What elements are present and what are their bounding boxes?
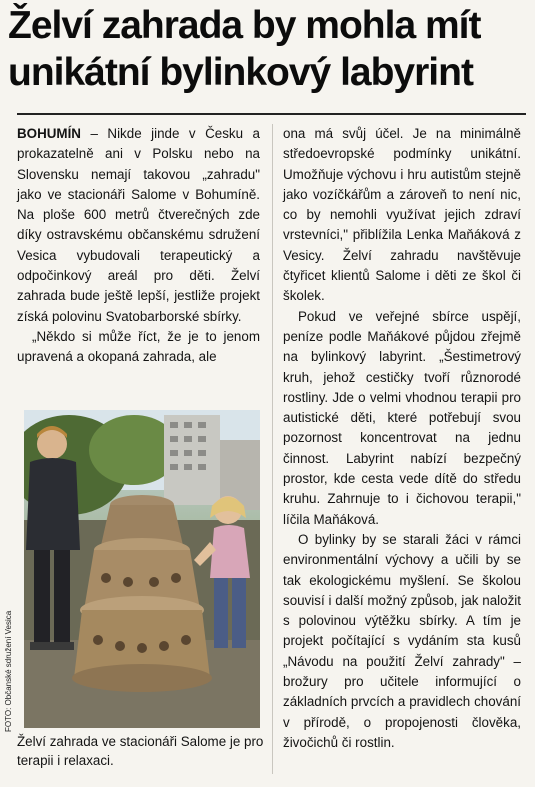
photo-illustration	[24, 410, 260, 728]
paragraph-1-text: – Nikde jinde v Česku a prokazatelně ani v Polsku nebo na Slovensku nemají takovou „zahradu" jako ve stacionáři Salome v Bohumíně. Na ploše 600 metrů čtverečných zde díky ostravskému občanskému sdružení Vesica vybudovali terapeutický a odpočinkový areál pro děti. Želví zahrada bude ještě lepší, jestliže projekt získá polovinu Svatobarborské sbírky.	[17, 126, 260, 324]
paragraph-3: ona má svůj účel. Je na minimálně středoevropské podmínky unikátní. Umožňuje výchovu i hru autistům stejně jako vozíčkářům a zároveň to není nic, co by nemohli využívat jejich zdraví vrstevníci," přiblížila Lenka Maňáková z Vesicy. Želví zahradu navštěvuje čtyřicet klientů Salome i děti ze škol či školek.	[283, 126, 521, 304]
right-column	[283, 124, 521, 753]
paragraph-1	[17, 124, 260, 327]
article-photo	[24, 410, 260, 728]
photo-caption: Želví zahrada ve stacionáři Salome je pro terapii i relaxaci.	[17, 734, 264, 768]
headline-rule	[17, 113, 526, 115]
headline-line-1: Želví zahrada by mohla mít	[8, 4, 481, 47]
column-divider	[272, 124, 273, 774]
paragraph-4: Pokud ve veřejné sbírce uspějí, peníze podle Maňákové půjdou zřejmě na bylinkový labyrint. „Šestimetrový kruh, jehož cestičky tvoří různorodé rostliny. Jde o velmi vhodnou terapii pro autistické děti, které potřebují svou pozornost koncentrovat na jednu činnost. Labyrint nabízí bezpečný prostor, kde cesta vede dítě do středu kruhu. Zahrnuje to i čichovou terapii," líčila Maňáková.	[283, 308, 521, 527]
paragraph-2: „Někdo si může říct, že je to jenom upravená a okopaná zahrada, ale	[17, 328, 260, 365]
article-headline	[8, 2, 528, 96]
headline-line-2: unikátní bylinkový labyrint	[8, 51, 473, 94]
paragraph-5: O bylinky by se starali žáci v rámci environmentální výchovy a učili by se tak ekologickému myšlení. Se školou souvisí i další možný způsob, jak naložit s polovinou výtěžku sbírky. A tím je projekt počítající s vydáním sta kusů „Návodu na použití Želví zahrady" – brožury pro učitele informující o základních prvcích a pravidlech chování v přírodě, o propojenosti člověka, živočichů či rostlin.	[283, 531, 521, 750]
dateline: BOHUMÍN	[17, 126, 81, 141]
photo-credit: FOTO: Občanské sdružení Vesica	[4, 610, 13, 732]
left-column	[17, 124, 260, 368]
